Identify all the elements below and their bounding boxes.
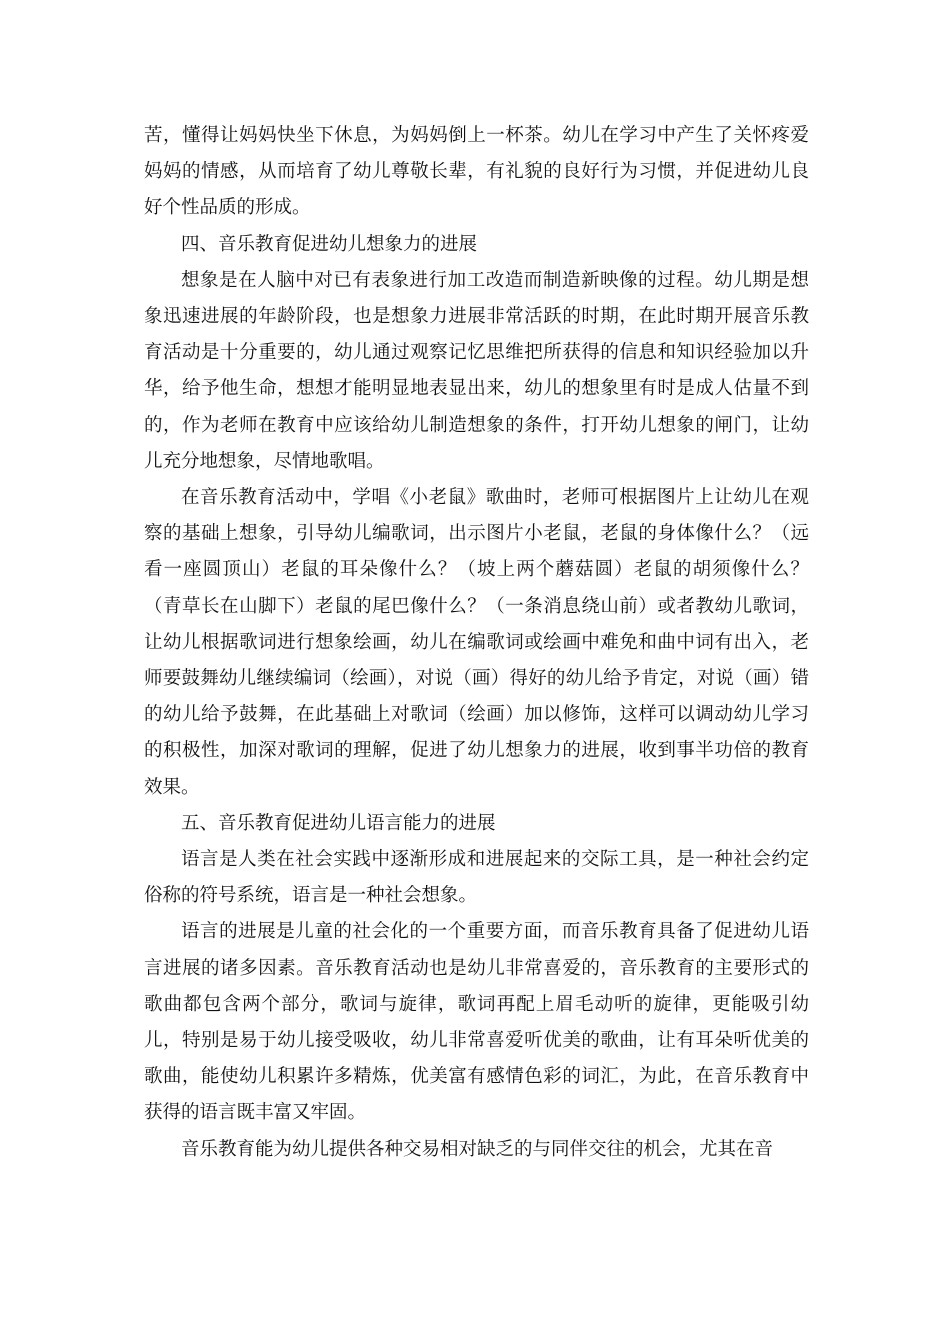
section-heading-language: 五、音乐教育促进幼儿语言能力的进展: [181, 812, 496, 834]
paragraph-language-development: 语言的进展是儿童的社会化的一个重要方面，而音乐教育具备了促进幼儿语言进展的诸多因素。音乐教育活动也是幼儿非常喜爱的，音乐教育的主要形式的歌曲都包含两个部分，歌词与旋律，歌词再配上眉毛动听的旋律，更能吸引幼儿，特别是易于幼儿接受吸收，幼儿非常喜爱听优美的歌曲，让有耳朵听优美的歌曲，能使幼儿积累许多精炼，优美富有感情色彩的词汇，为此，在音乐教育中获得的语言既丰富又牢固。: [144, 921, 809, 1124]
paragraph-continued: 苦，懂得让妈妈快坐下休息，为妈妈倒上一杯茶。幼儿在学习中产生了关怀疼爱妈妈的情感，从而培育了幼儿尊敬长辈，有礼貌的良好行为习惯，并促进幼儿良好个性品质的形成。: [144, 125, 809, 219]
paragraph-little-mouse-example: 在音乐教育活动中，学唱《小老鼠》歌曲时，老师可根据图片上让幼儿在观察的基础上想象，引导幼儿编歌词，出示图片小老鼠，老鼠的身体像什么？（远看一座圆顶山）老鼠的耳朵像什么？（坡上两个蘑菇圆）老鼠的胡须像什么？（青草长在山脚下）老鼠的尾巴像什么？（一条消息绕山前）或者教幼儿歌词，让幼儿根据歌词进行想象绘画，幼儿在编歌词或绘画中难免和曲中词有出入，老师要鼓舞幼儿继续编词（绘画），对说（画）得好的幼儿给予肯定，对说（画）错的幼儿给予鼓舞，在此基础上对歌词（绘画）加以修饰，这样可以调动幼儿学习的积极性，加深对歌词的理解，促进了幼儿想象力的进展，收到事半功倍的教育效果。: [144, 487, 809, 798]
section-heading-imagination: 四、音乐教育促进幼儿想象力的进展: [181, 233, 478, 255]
document-page: [144, 118, 809, 1168]
paragraph-peer-interaction: 音乐教育能为幼儿提供各种交易相对缺乏的与同伴交往的机会，尤其在音: [181, 1138, 774, 1160]
paragraph-imagination-definition: 想象是在人脑中对已有表象进行加工改造而制造新映像的过程。幼儿期是想象迅速进展的年龄阶段，也是想象力进展非常活跃的时期，在此时期开展音乐教育活动是十分重要的，幼儿通过观察记忆思维把所获得的信息和知识经验加以升华，给予他生命，想想才能明显地表显出来，幼儿的想象里有时是成人估量不到的，作为老师在教育中应该给幼儿制造想象的条件，打开幼儿想象的闸门，让幼儿充分地想象，尽情地歌唱。: [144, 269, 809, 472]
paragraph-language-definition: 语言是人类在社会实践中逐渐形成和进展起来的交际工具，是一种社会约定俗称的符号系统，语言是一种社会想象。: [144, 849, 809, 907]
